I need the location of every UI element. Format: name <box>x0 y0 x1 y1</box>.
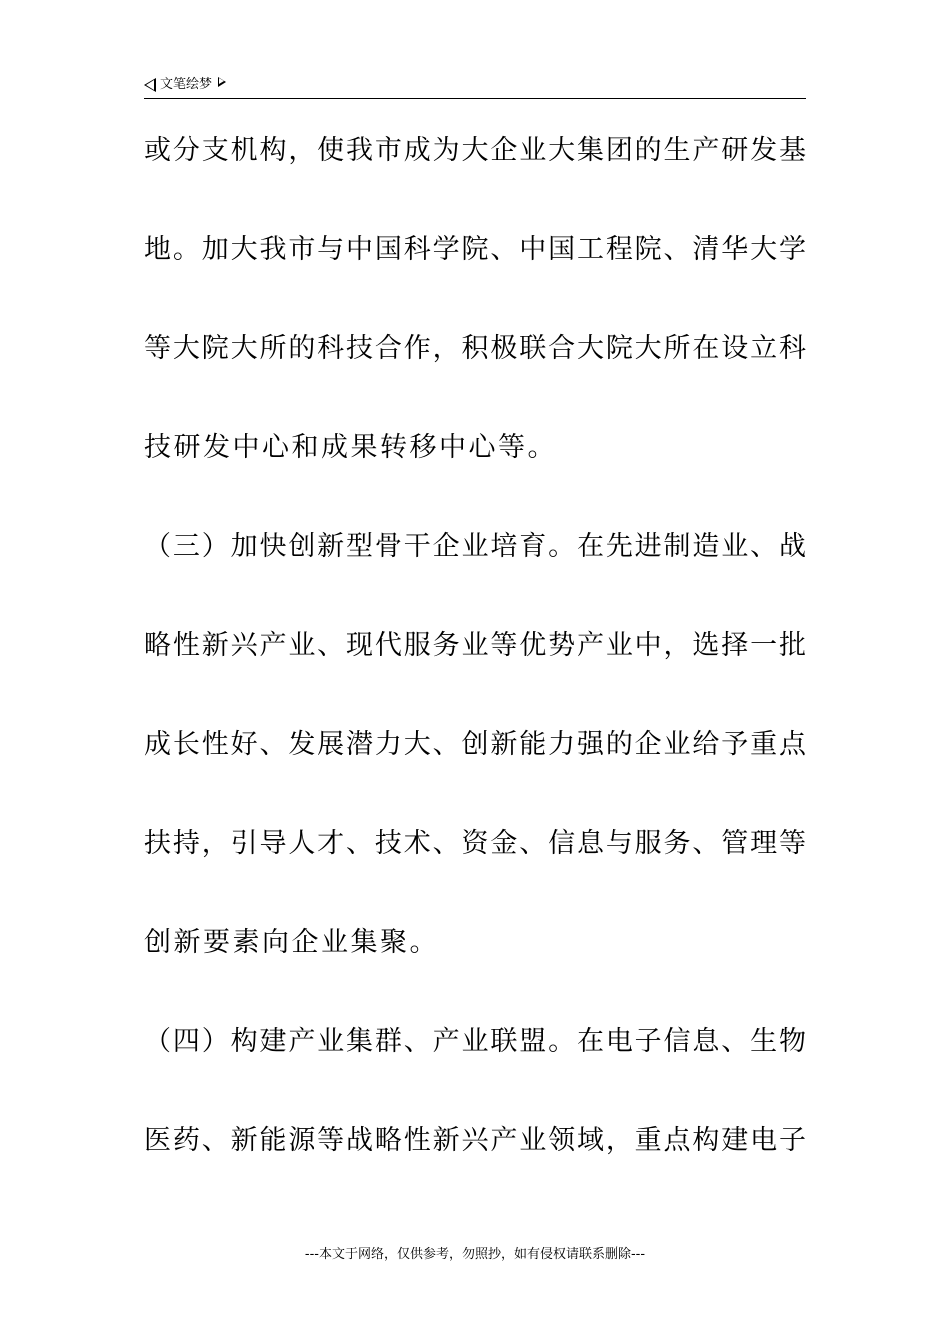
body-line: 创新要素向企业集聚。 <box>144 927 439 958</box>
document-body <box>144 126 806 1215</box>
body-line: 医药、新能源等战略性新兴产业领域，重点构建电子 <box>144 1125 806 1156</box>
body-line: 成长性好、发展潜力大、创新能力强的企业给予重点 <box>144 729 806 760</box>
header-title: 文笔绘梦 <box>160 77 213 92</box>
triangle-left-icon <box>144 78 156 92</box>
body-line: 略性新兴产业、现代服务业等优势产业中，选择一批 <box>144 630 806 661</box>
body-line: 扶持，引导人才、技术、资金、信息与服务、管理等 <box>144 828 806 859</box>
triangle-right-icon <box>218 77 226 87</box>
page-footer-disclaimer: ---本文于网络，仅供参考，勿照抄，如有侵权请联系删除--- <box>304 1247 646 1262</box>
body-line: （三）加快创新型骨干企业培育。在先进制造业、战 <box>144 531 806 562</box>
body-line: 技研发中心和成果转移中心等。 <box>144 432 557 463</box>
body-line: 等大院大所的科技合作，积极联合大院大所在设立科 <box>144 333 806 364</box>
page-header <box>144 74 806 99</box>
body-line: 或分支机构，使我市成为大企业大集团的生产研发基 <box>144 135 806 166</box>
body-line: 地。加大我市与中国科学院、中国工程院、清华大学 <box>144 234 806 265</box>
body-line: （四）构建产业集群、产业联盟。在电子信息、生物 <box>144 1026 806 1057</box>
